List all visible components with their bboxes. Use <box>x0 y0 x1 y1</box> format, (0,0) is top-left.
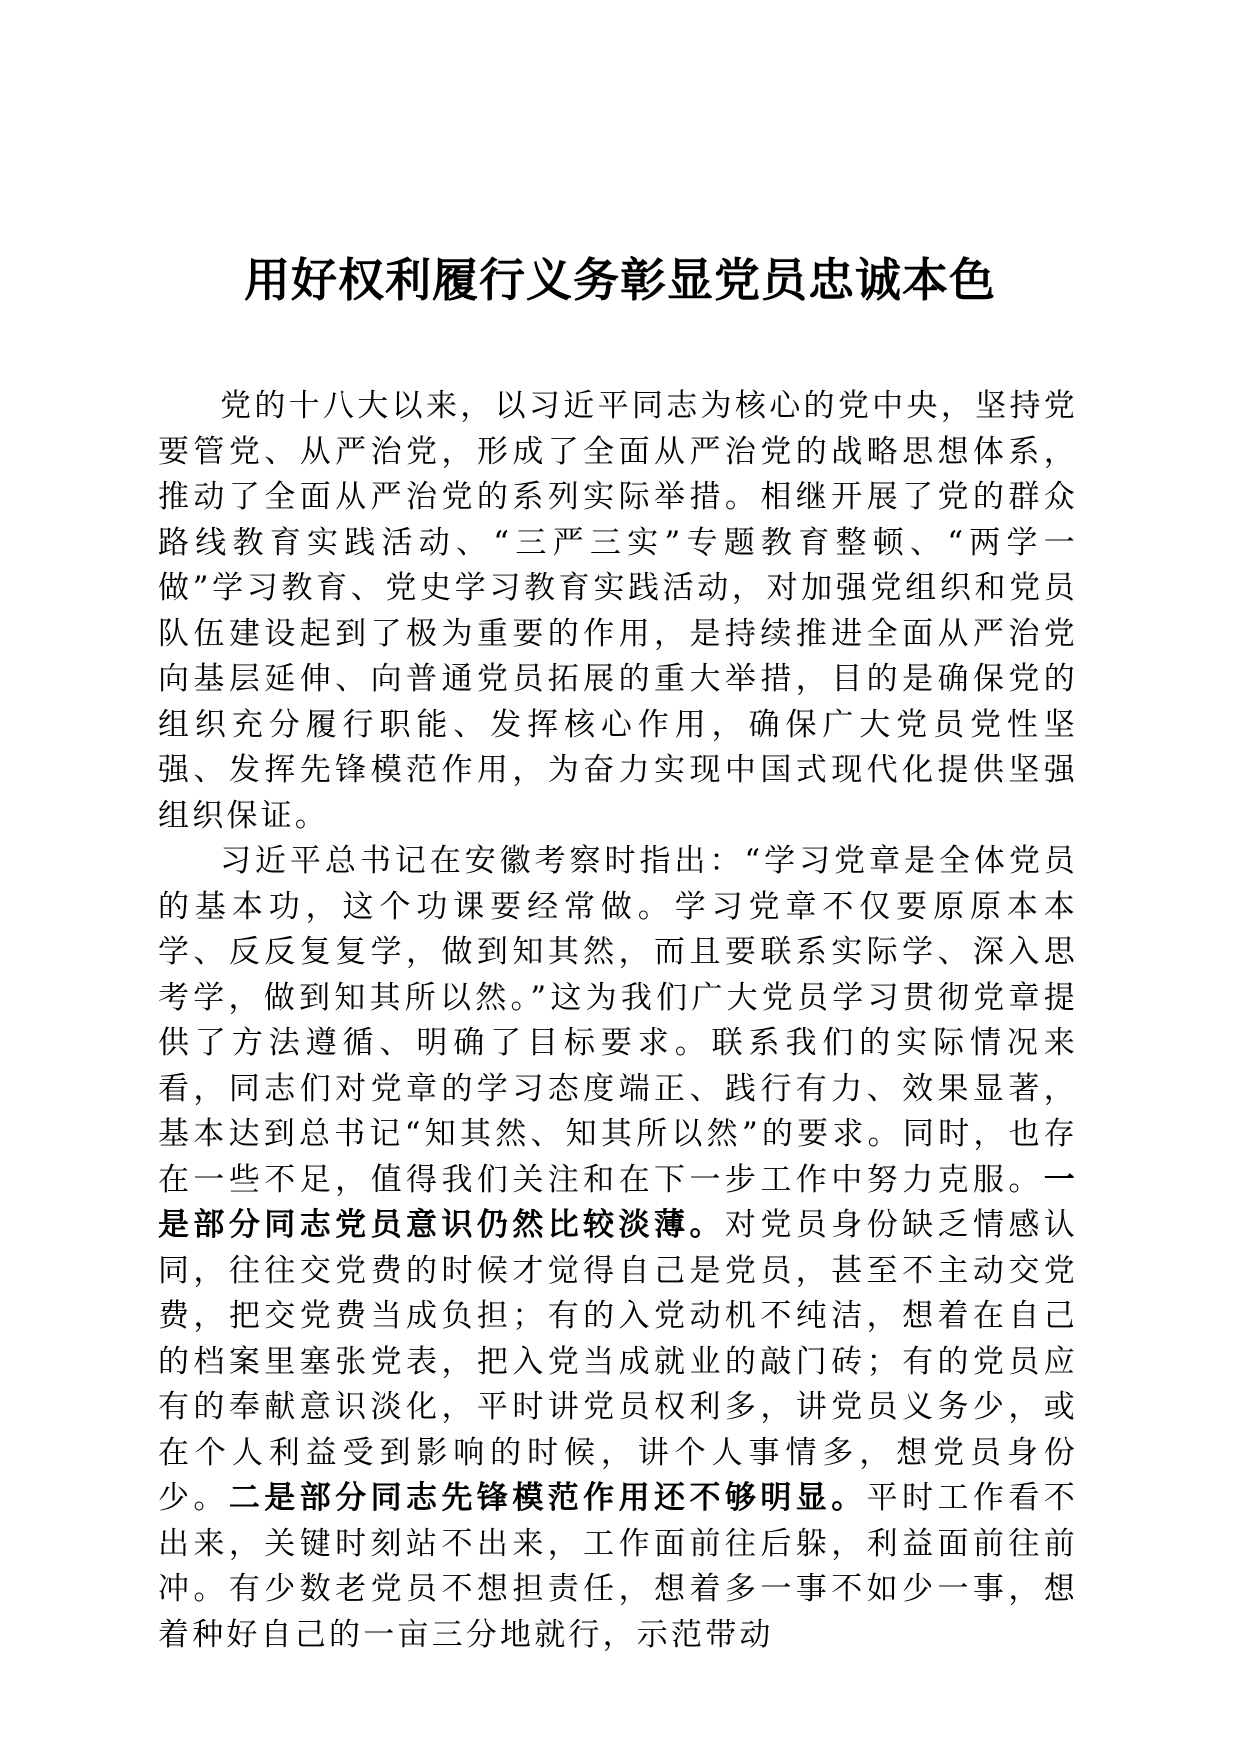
paragraph-text: 对党员身份缺乏情感认同，往往交党费的时候才觉得自己是党员，甚至不主动交党费，把交党费当成负担；有的入党动机不纯洁，想着在自己的档案里塞张党表，把入党当成就业的敲门砖；有的党员应有的奉献意识淡化，平时讲党员权利多，讲党员义务少，或在个人利益受到影响的时候，讲个人事情多，想党员身份少。 <box>158 1207 1079 1516</box>
document-title: 用好权利履行义务彰显党员忠诚本色 <box>244 253 996 307</box>
paragraph-1 <box>158 384 1078 839</box>
paragraph-text: 党的十八大以来，以习近平同志为核心的党中央，坚持党要管党、从严治党，形成了全面从严治党的战略思想体系，推动了全面从严治党的系列实际举措。相继开展了党的群众路线教育实践活动、“三严三实”专题教育整顿、“两学一做”学习教育、党史学习教育实践活动，对加强党组织和党员队伍建设起到了极为重要的作用，是持续推进全面从严治党向基层延伸、向普通党员拓展的重大举措，目的是确保党的组织充分履行职能、发挥核心作用，确保广大党员党性坚强、发挥先锋模范作用，为奋力实现中国式现代化提供坚强组织保证。 <box>158 388 1078 834</box>
bold-heading-two: 二是部分同志先锋模范作用还不够明显。 <box>228 1480 867 1516</box>
paragraph-text: 平时工作看不出来，关键时刻站不出来，工作面前往后躲，利益面前往前冲。有少数老党员不想担责任，想着多一事不如少一事，想着种好自己的一亩三分地就行，示范带动 <box>158 1480 1078 1653</box>
document-body <box>158 384 1078 1658</box>
bold-heading-one: 一是部分同志党员意识仍然比较淡薄。 <box>158 1161 1078 1243</box>
paragraph-2 <box>158 839 1078 1658</box>
paragraph-text: 习近平总书记在安徽考察时指出：“学习党章是全体党员的基本功，这个功课要经常做。学习党章不仅要原原本本学、反反复复学，做到知其然，而且要联系实际学、深入思考学，做到知其所以然。”这为我们广大党员学习贯彻党章提供了方法遵循、明确了目标要求。联系我们的实际情况来看，同志们对党章的学习态度端正、践行有力、效果显著，基本达到总书记“知其然、知其所以然”的要求。同时，也存在一些不足，值得我们关注和在下一步工作中努力克服。 <box>158 843 1078 1198</box>
